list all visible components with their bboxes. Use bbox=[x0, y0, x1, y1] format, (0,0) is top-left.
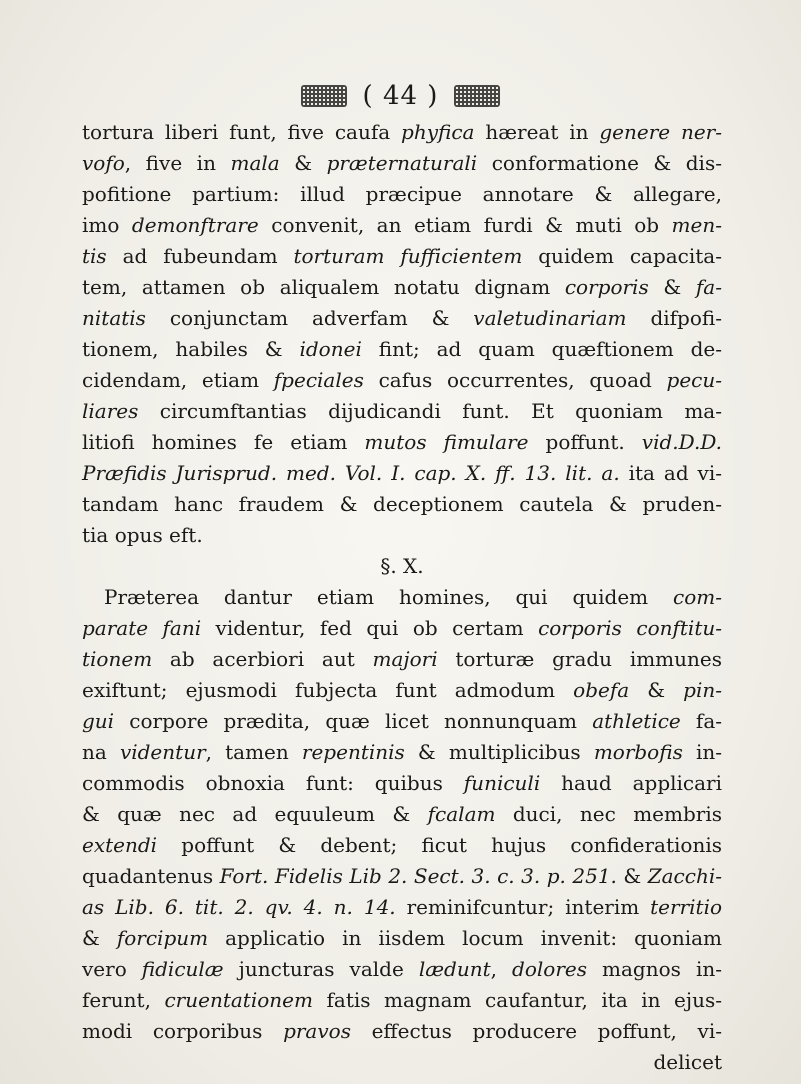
text-span: exiftunt; ejusmodi fubjecta funt admodum bbox=[82, 678, 574, 702]
page-number: ( 44 ) bbox=[362, 81, 439, 111]
text-span: tionem, habiles & bbox=[82, 337, 300, 361]
italic-span: demonftrare bbox=[131, 213, 259, 237]
text-span: ad fubeundam bbox=[106, 244, 294, 268]
text-span: modi corporibus bbox=[82, 1019, 284, 1043]
text-span: imo bbox=[82, 213, 132, 237]
italic-span: fa- bbox=[695, 275, 722, 299]
italic-span: funiculi bbox=[463, 771, 541, 795]
body-text bbox=[82, 117, 722, 1078]
text-span: conformatione & dis- bbox=[477, 151, 722, 175]
text-span: & bbox=[629, 678, 684, 702]
italic-span: pravos bbox=[283, 1019, 351, 1043]
text-span: hæreat in bbox=[474, 120, 600, 144]
text-span: ferunt, bbox=[82, 988, 165, 1012]
italic-span: obefa bbox=[573, 678, 630, 702]
italic-span: gui bbox=[82, 709, 115, 733]
italic-span: torturam fufficientem bbox=[293, 244, 523, 268]
text-line bbox=[82, 1016, 722, 1047]
italic-span: corporis conftitu- bbox=[538, 616, 722, 640]
text-line bbox=[82, 334, 722, 365]
text-span: fa- bbox=[680, 709, 723, 733]
text-line bbox=[82, 954, 722, 985]
text-line bbox=[82, 582, 722, 613]
text-line bbox=[82, 613, 722, 644]
text-line bbox=[82, 179, 722, 210]
italic-span: Fort. Fidelis Lib 2. Sect. 3. c. 3. p. 251. bbox=[219, 864, 617, 888]
text-line bbox=[82, 148, 722, 179]
section-heading bbox=[82, 551, 722, 582]
text-span: tortura liberi funt, five caufa bbox=[82, 120, 402, 144]
text-span: torturæ gradu immunes bbox=[437, 647, 723, 671]
text-span: cidendam, etiam bbox=[82, 368, 274, 392]
italic-span: liares bbox=[82, 399, 139, 423]
text-line bbox=[82, 675, 722, 706]
text-span: & multiplicibus bbox=[404, 740, 594, 764]
italic-span: extendi bbox=[82, 833, 158, 857]
text-line bbox=[82, 644, 722, 675]
text-line bbox=[82, 892, 722, 923]
text-line bbox=[82, 117, 722, 148]
italic-span: com- bbox=[673, 585, 722, 609]
text-span: reminifcuntur; interim bbox=[395, 895, 651, 919]
text-span: haud applicari bbox=[540, 771, 722, 795]
text-span: duci, nec membris bbox=[495, 802, 723, 826]
text-span: poffunt. bbox=[528, 430, 642, 454]
text-line bbox=[82, 706, 722, 737]
text-span: applicatio in iisdem locum invenit: quoniam bbox=[208, 926, 722, 950]
text-line bbox=[82, 396, 722, 427]
text-line bbox=[82, 458, 722, 489]
text-span: & bbox=[279, 151, 327, 175]
text-span: & quæ nec ad equuleum & bbox=[82, 802, 428, 826]
text-span: tem, attamen ob aliqualem notatu dignam bbox=[82, 275, 565, 299]
text-line bbox=[82, 520, 722, 551]
italic-span: repentinis bbox=[301, 740, 405, 764]
right-ornament-icon bbox=[454, 85, 500, 107]
text-span: & bbox=[648, 275, 696, 299]
italic-span: majori bbox=[372, 647, 438, 671]
text-line bbox=[82, 737, 722, 768]
italic-span: phyfica bbox=[401, 120, 475, 144]
italic-span: fpeciales bbox=[273, 368, 364, 392]
text-line bbox=[82, 923, 722, 954]
text-line bbox=[82, 365, 722, 396]
italic-span: vofo bbox=[82, 151, 125, 175]
text-span: effectus producere poffunt, vi- bbox=[350, 1019, 722, 1043]
text-line bbox=[82, 768, 722, 799]
text-span: convenit, an etiam furdi & muti ob bbox=[258, 213, 672, 237]
italic-span: tionem bbox=[82, 647, 153, 671]
italic-span: nitatis bbox=[82, 306, 146, 330]
text-line bbox=[82, 1047, 722, 1078]
italic-span: athletice bbox=[592, 709, 681, 733]
text-span: na bbox=[82, 740, 120, 764]
text-span: quadantenus bbox=[82, 864, 220, 888]
text-span: , five in bbox=[124, 151, 231, 175]
text-line bbox=[82, 861, 722, 892]
text-span: §. X. bbox=[380, 554, 424, 578]
left-ornament-icon bbox=[301, 85, 347, 107]
text-span: & bbox=[616, 864, 648, 888]
italic-span: lædunt bbox=[418, 957, 491, 981]
text-span: circumftantias dijudicandi funt. Et quoniam ma- bbox=[138, 399, 722, 423]
italic-span: men- bbox=[671, 213, 722, 237]
italic-span: præternaturali bbox=[326, 151, 478, 175]
text-span: difpofi- bbox=[626, 306, 722, 330]
italic-span: morbofis bbox=[593, 740, 683, 764]
text-span: juncturas valde bbox=[223, 957, 419, 981]
italic-span: fidiculæ bbox=[141, 957, 224, 981]
text-line bbox=[82, 830, 722, 861]
italic-span: fcalam bbox=[427, 802, 496, 826]
italic-span: pecu- bbox=[666, 368, 722, 392]
italic-span: Zacchi- bbox=[647, 864, 722, 888]
italic-span: genere ner- bbox=[599, 120, 722, 144]
text-span: fatis magnam caufantur, ita in ejus- bbox=[312, 988, 723, 1012]
italic-span: Præfidis Jurisprud. med. Vol. I. cap. X. ff. 13. lit. a. bbox=[82, 461, 620, 485]
text-span: quidem capacita- bbox=[522, 244, 722, 268]
text-span: poffunt & debent; ficut hujus confiderationis bbox=[157, 833, 722, 857]
text-span: conjunctam adverfam & bbox=[145, 306, 474, 330]
text-line bbox=[82, 303, 722, 334]
italic-span: pin- bbox=[683, 678, 722, 702]
text-line bbox=[82, 799, 722, 830]
italic-span: tis bbox=[82, 244, 107, 268]
text-span: ita ad vi- bbox=[619, 461, 722, 485]
text-span: Præterea dantur etiam homines, qui quidem bbox=[104, 585, 674, 609]
text-line bbox=[82, 241, 722, 272]
italic-span: corporis bbox=[564, 275, 649, 299]
text-span: magnos in- bbox=[586, 957, 722, 981]
text-span: & bbox=[82, 926, 117, 950]
italic-span: parate fani bbox=[82, 616, 202, 640]
italic-span: mala bbox=[230, 151, 280, 175]
italic-span: videntur bbox=[119, 740, 206, 764]
page-header bbox=[0, 78, 801, 114]
text-span: corpore prædita, quæ licet nonnunquam bbox=[114, 709, 593, 733]
text-span: , bbox=[490, 957, 513, 981]
text-line bbox=[82, 427, 722, 458]
text-span: in- bbox=[682, 740, 722, 764]
text-span: litiofi homines fe etiam bbox=[82, 430, 365, 454]
italic-span: mutos fimulare bbox=[364, 430, 529, 454]
text-span: delicet bbox=[653, 1050, 722, 1074]
italic-span: valetudinariam bbox=[473, 306, 627, 330]
italic-span: forcipum bbox=[116, 926, 209, 950]
text-line bbox=[82, 210, 722, 241]
italic-span: dolores bbox=[512, 957, 587, 981]
text-span: pofitione partium: illud præcipue annotare & allegare, bbox=[82, 182, 722, 206]
italic-span: cruentationem bbox=[164, 988, 313, 1012]
italic-span: as Lib. 6. tit. 2. qv. 4. n. 14. bbox=[82, 895, 396, 919]
text-span: ab acerbiori aut bbox=[152, 647, 373, 671]
text-span: vero bbox=[82, 957, 142, 981]
text-line bbox=[82, 272, 722, 303]
text-span: videntur, fed qui ob certam bbox=[201, 616, 539, 640]
text-line bbox=[82, 985, 722, 1016]
text-span: , tamen bbox=[205, 740, 302, 764]
text-span: cafus occurrentes, quoad bbox=[363, 368, 667, 392]
italic-span: idonei bbox=[299, 337, 362, 361]
text-span: commodis obnoxia funt: quibus bbox=[82, 771, 464, 795]
text-span: tia opus eft. bbox=[82, 523, 203, 547]
italic-span: territio bbox=[650, 895, 723, 919]
italic-span: vid.D.D. bbox=[641, 430, 722, 454]
text-span: fint; ad quam quæftionem de- bbox=[361, 337, 722, 361]
text-line bbox=[82, 489, 722, 520]
text-span: tandam hanc fraudem & deceptionem cautela & pruden- bbox=[82, 492, 722, 516]
